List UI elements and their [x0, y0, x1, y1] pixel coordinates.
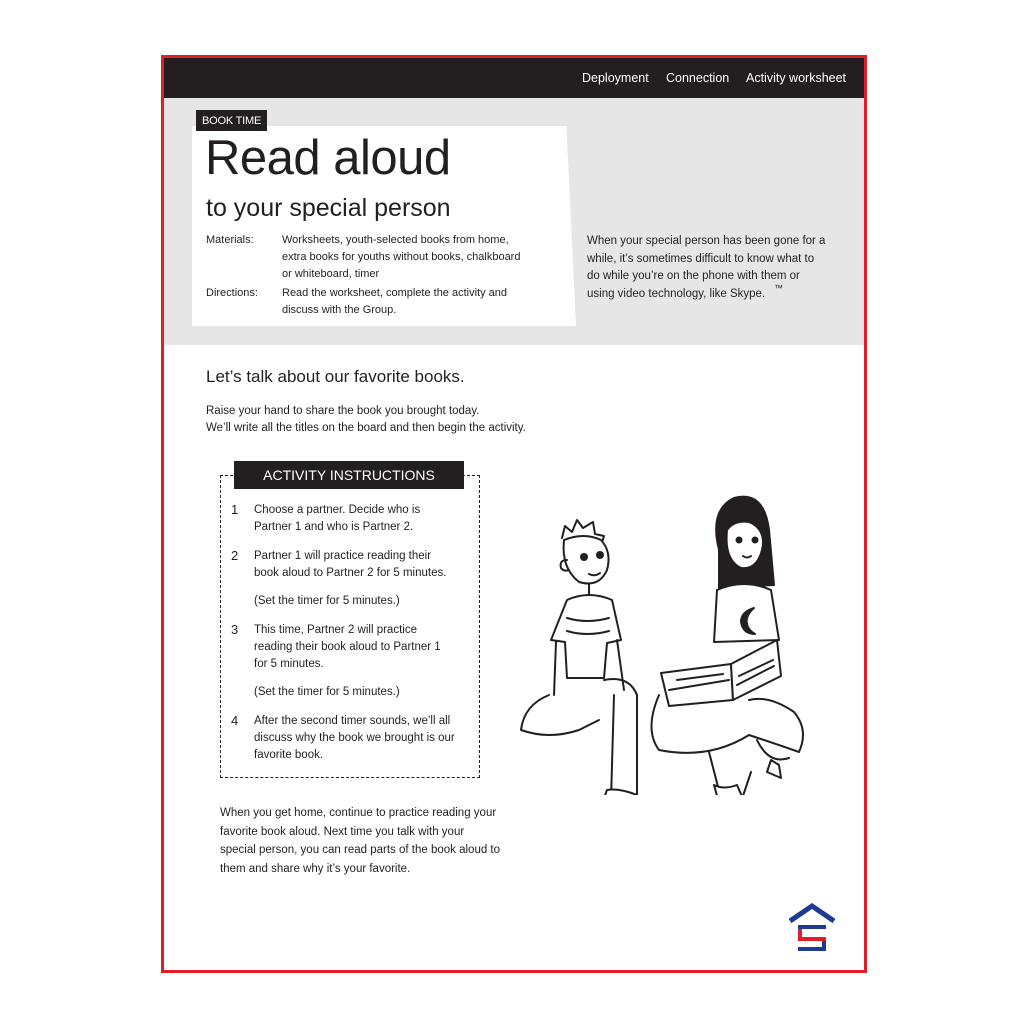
section-line-1: Raise your hand to share the book you brought today.: [206, 405, 480, 417]
step-number: 3: [231, 622, 239, 637]
materials-label: Materials:: [206, 234, 254, 246]
section-intro: [206, 403, 526, 437]
page-subtitle: to your special person: [206, 194, 451, 222]
nav-item-activity-worksheet[interactable]: Activity worksheet: [746, 71, 847, 85]
closing-text: When you get home, continue to practice reading your favorite book aloud. Next time you talk with your special person, you can read parts of the book aloud to them and share why it’s your favorite.: [220, 807, 501, 875]
section-line-2: We’ll write all the titles on the board and then begin the activity.: [206, 422, 526, 434]
step-number: 1: [231, 502, 239, 517]
step-number: 4: [231, 713, 239, 728]
intro-text: When your special person has been gone for a while, it’s sometimes difficult to know what to do while you’re on the phone with them or using video technology, like Skype.: [587, 235, 826, 300]
two-kids-reading-illustration: [509, 490, 829, 795]
trademark-symbol: ™: [774, 283, 783, 293]
worksheet-page: [161, 55, 867, 973]
instructions-title: ACTIVITY INSTRUCTIONS: [234, 461, 464, 489]
step-number: 2: [231, 548, 239, 563]
materials-value: Worksheets, youth-selected books from home, extra books for youths without books, chalkboard or whiteboard, timer: [282, 234, 521, 280]
step-text: Partner 1 will practice reading their book aloud to Partner 2 for 5 minutes.: [254, 550, 447, 579]
top-navigation: [164, 58, 864, 98]
step-note: (Set the timer for 5 minutes.): [254, 686, 400, 698]
step-text: After the second timer sounds, we’ll all discuss why the book we brought is our favorite book.: [254, 715, 455, 761]
directions-value: Read the worksheet, complete the activity and discuss with the Group.: [282, 287, 508, 316]
boy-figure: [521, 520, 637, 795]
girl-figure: [652, 497, 804, 795]
section-heading: Let’s talk about our favorite books.: [206, 367, 465, 386]
nav-item-deployment[interactable]: Deployment: [582, 71, 649, 85]
step-text: This time, Partner 2 will practice reading their book aloud to Partner 1 for 5 minutes.: [254, 624, 441, 670]
house-logo-icon: [786, 903, 838, 955]
step-note: (Set the timer for 5 minutes.): [254, 595, 400, 607]
directions-label: Directions:: [206, 287, 258, 299]
page-title: Read aloud: [205, 131, 451, 185]
nav-item-connection[interactable]: Connection: [666, 71, 730, 85]
step-text: Choose a partner. Decide who is Partner 1 and who is Partner 2.: [254, 504, 421, 533]
category-tag: BOOK TIME: [196, 110, 267, 131]
